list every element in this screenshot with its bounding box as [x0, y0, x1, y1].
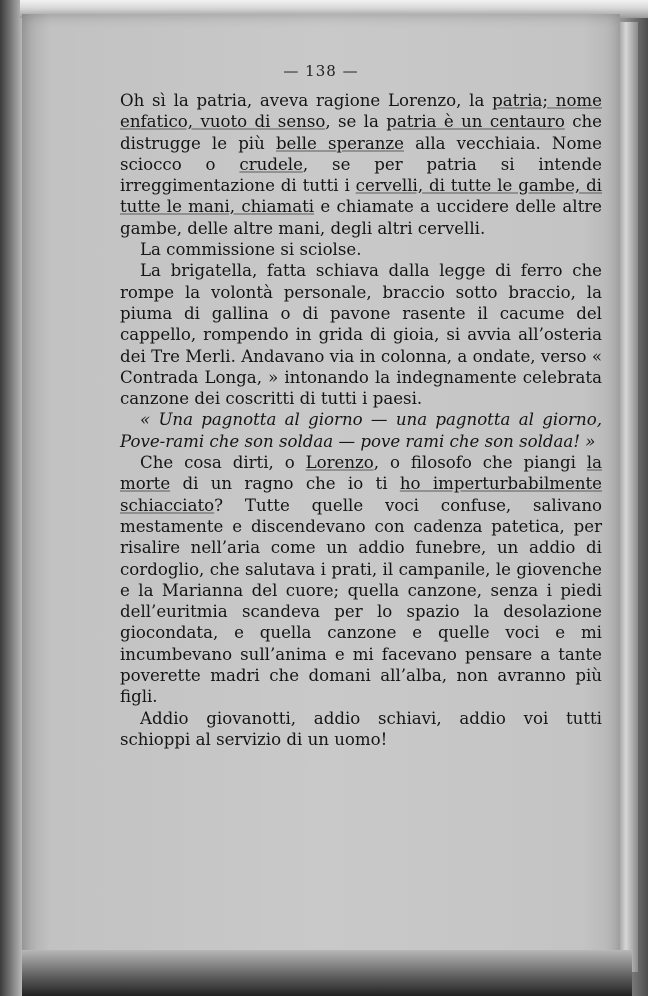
text-paragraph — [120, 260, 602, 409]
text-run: La brigatella, fatta schiava dalla legge di ferro che rompe la volontà personale, braccio sotto braccio, la piuma di gallina o di pavone rasente il cacume del cappello, rompendo in grida di gioia, si avvia all’osteria dei Tre Merli. Andavano via in colonna, a ondate, verso « Contrada Longa, » intonando la indegnamente celebrata canzone dei coscritti di tutti i paesi. — [120, 261, 602, 409]
text-run: alla vecchiaia. Nome sciocco o — [120, 133, 602, 174]
text-run: , se per patria si intende irreggimentazione di tutti i — [120, 154, 602, 196]
page-body-text — [120, 90, 602, 750]
text-run: ? Tutte quelle voci confuse, salivano mestamente e discendevano con cadenza patetica, per risalire nell’aria come un addio funebre, un addio di cordoglio, che salutava i prati, il campanile, le giovenche e la Marianna del cuore; quella canzone, senza i piedi dell’euritmia scandeva per lo spazio la desolazione giocondata, e quella canzone e quelle voci e mi incumbevano sull’anima e mi facevano pensare a tante poverette madri che domani all’alba, non avranno più figli. — [120, 495, 602, 707]
underlined-text: ho imperturbabilmente schiacciato — [120, 474, 602, 515]
page-edge — [618, 22, 638, 972]
text-run: , o filosofo che piangi — [373, 453, 587, 473]
text-run: Che cosa dirti, o — [140, 453, 306, 473]
text-run: Oh sì la patria, aveva ragione Lorenzo, la — [120, 91, 493, 110]
underlined-text: patria; nome enfatico, vuoto di senso — [120, 91, 602, 132]
underlined-text: patria è un centauro — [386, 112, 565, 132]
text-paragraph — [120, 90, 602, 239]
text-run: « Una pagnotta al giorno — una pagnotta al giorno, Pove-rami che son soldaa — pove rami che son soldaa! » — [120, 410, 602, 451]
text-paragraph — [120, 708, 602, 751]
page-number: — 138 — — [283, 62, 359, 80]
text-run: che distrugge le più — [120, 112, 602, 153]
book-page — [22, 14, 620, 976]
underlined-text: cervelli, di tutte le gambe, di tutte le mani, chiamati — [120, 176, 602, 217]
song-quote-paragraph — [120, 409, 602, 452]
page-bottom-shadow — [22, 950, 632, 996]
text-run: La commissione si sciolse. — [140, 240, 362, 260]
underlined-text: crudele — [239, 154, 303, 174]
text-run: e chiamate a uccidere delle altre gambe, delle altre mani, degli altri cervelli. — [120, 197, 602, 238]
text-run: di un ragno che io ti — [170, 474, 400, 494]
underlined-text: la morte — [120, 453, 602, 494]
text-paragraph — [120, 452, 602, 708]
text-run: , se la — [325, 112, 387, 132]
text-paragraph — [120, 239, 602, 260]
underlined-text: Lorenzo — [305, 453, 374, 473]
text-run: Addio giovanotti, addio schiavi, addio voi tutti schioppi al servizio di un uomo! — [120, 708, 602, 749]
underlined-text: belle speranze — [275, 133, 404, 153]
